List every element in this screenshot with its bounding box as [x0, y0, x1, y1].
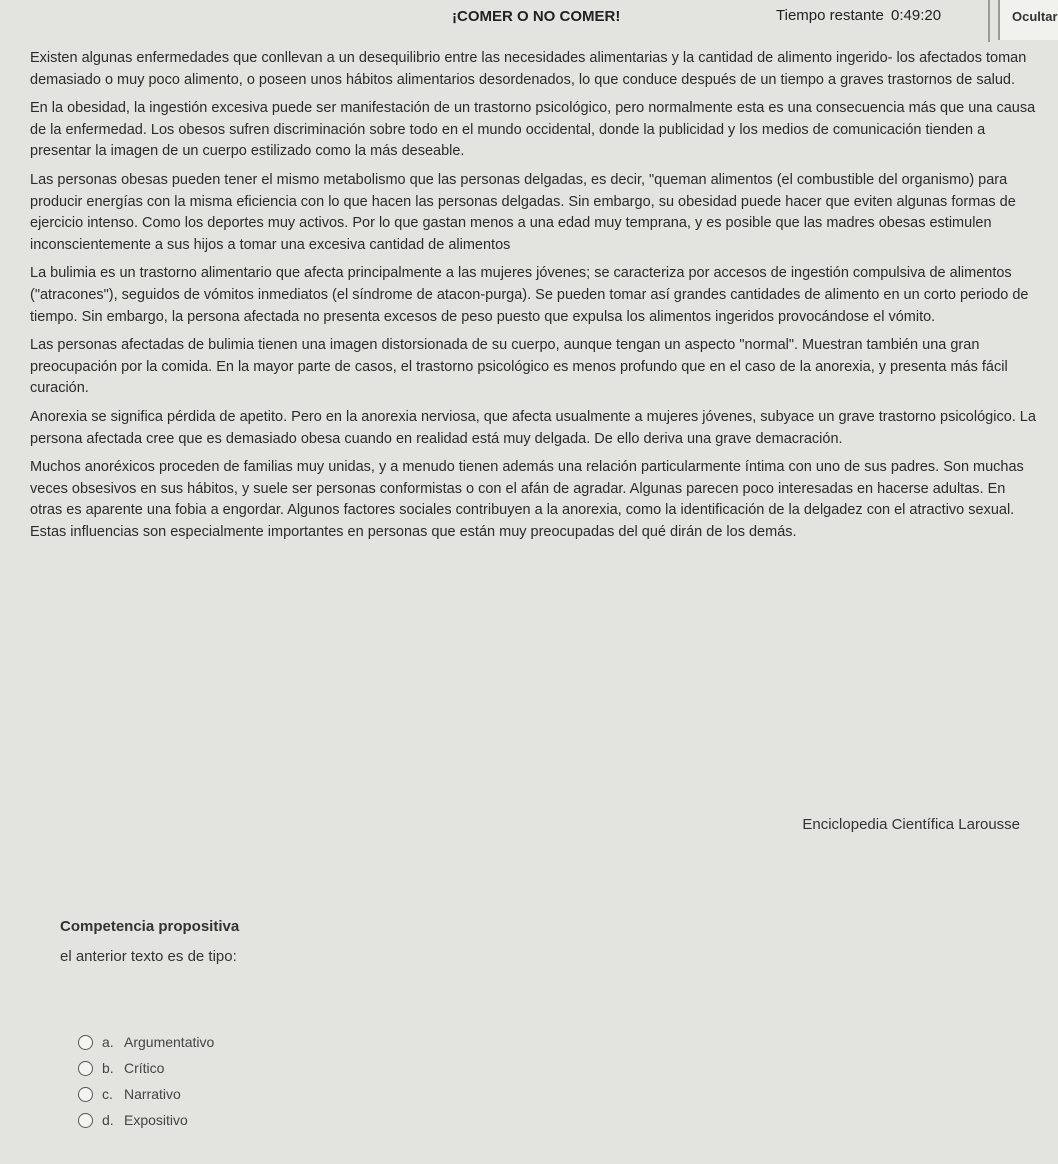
option-b[interactable] — [78, 1056, 214, 1080]
paragraph: La bulimia es un trastorno alimentario que afecta principalmente a las mujeres jóvenes; se caracteriza por accesos de ingestión compulsiva de alimentos ("atracones"), seguidos de vómitos inmediatos (el síndrome de atacon-purga). Se pueden tomar así grandes cantidades de alimento en un corto periodo de tiempo. Sin embargo, la persona afectada no presenta excesos de peso puesto que expulsa los alimentos ingeridos provocándose el vómito. — [30, 265, 1029, 325]
option-letter: b. — [102, 1060, 114, 1076]
radio-button[interactable] — [78, 1087, 93, 1102]
paragraph: Muchos anoréxicos proceden de familias muy unidas, y a menudo tienen además una relación particularmente íntima con uno de sus padres. Son muchas veces obsesivos en sus hábitos, y suele ser personas conformistas o con el afán de agradar. Algunas parecen poco interesadas en hacerse adultas. En otras es aparente una fobia a engordar. Algunos factores sociales contribuyen a la anorexia, como la identificación de la delgadez con el atractivo sexual. Estas influencias son especialmente importantes en personas que están muy preocupadas del qué dirán de los demás. — [30, 459, 1024, 540]
question-prompt: el anterior texto es de tipo: — [60, 948, 237, 965]
paragraph: Existen algunas enfermedades que conllevan a un desequilibrio entre las necesidades alimentarias y la cantidad de alimento ingerido- los afectados toman demasiado o muy poco alimento, o poseen unos hábitos alimentarios desordenados, lo que conduce después de un tiempo a graves trastornos de salud. — [30, 50, 1027, 88]
option-c[interactable] — [78, 1082, 214, 1106]
competency-heading: Competencia propositiva — [60, 918, 240, 935]
radio-button[interactable] — [78, 1061, 93, 1076]
top-bar — [0, 0, 1058, 44]
paragraph: En la obesidad, la ingestión excesiva puede ser manifestación de un trastorno psicológico, pero normalmente esta es una consecuencia más que una causa de la enfermedad. Los obesos sufren discriminación sobre todo en el mundo occidental, donde la publicidad y los medios de comunicación tienden a presentar la imagen de un cuerpo estilizado como la más deseable. — [30, 100, 1036, 160]
timer-value: 0:49:20 — [891, 7, 942, 24]
timer-label: Tiempo restante — [776, 7, 884, 24]
option-label: Argumentativo — [124, 1034, 215, 1050]
option-a[interactable] — [78, 1030, 214, 1054]
timer — [776, 7, 941, 24]
radio-button[interactable] — [78, 1035, 93, 1050]
option-letter: a. — [102, 1034, 114, 1050]
answer-options — [78, 1030, 214, 1134]
option-letter: d. — [102, 1112, 114, 1128]
source-citation: Enciclopedia Científica Larousse — [802, 816, 1020, 833]
page-title: ¡COMER O NO COMER! — [452, 8, 621, 25]
radio-button[interactable] — [78, 1113, 93, 1128]
paragraph: Anorexia se significa pérdida de apetito. Pero en la anorexia nerviosa, que afecta usualmente a mujeres jóvenes, subyace un grave trastorno psicológico. La persona afectada cree que es demasiado obesa cuando en realidad está muy delgada. De ello deriva una grave demacración. — [30, 408, 1036, 447]
paragraph: Las personas obesas pueden tener el mismo metabolismo que las personas delgadas, es decir, "queman alimentos (el combustible del organismo) para producir energías con la misma eficiencia con lo que hacen las personas delgadas. Sin embargo, su obesidad puede hacer que eviten algunas formas de ejercicio intenso. Como los deportes muy activos. Por lo que gastan menos a una edad muy temprana, y es posible que las madres obesas estimulen inconscientemente a sus hijos a tomar una excesiva cantidad de alimentos — [30, 171, 1016, 253]
hide-timer-button[interactable]: Ocultar — [998, 0, 1058, 40]
reading-passage — [30, 48, 1040, 550]
option-letter: c. — [102, 1086, 113, 1102]
option-label: Crítico — [124, 1060, 165, 1076]
option-label: Narrativo — [124, 1086, 181, 1102]
option-label: Expositivo — [124, 1112, 188, 1128]
divider — [988, 0, 990, 42]
paragraph: Las personas afectadas de bulimia tienen una imagen distorsionada de su cuerpo, aunque tengan un aspecto "normal". Muestran también una gran preocupación por la comida. En la mayor parte de casos, el trastorno psicológico es menos profundo que en el caso de la anorexia, y presenta más fácil curación. — [30, 337, 1008, 397]
option-d[interactable] — [78, 1108, 214, 1132]
